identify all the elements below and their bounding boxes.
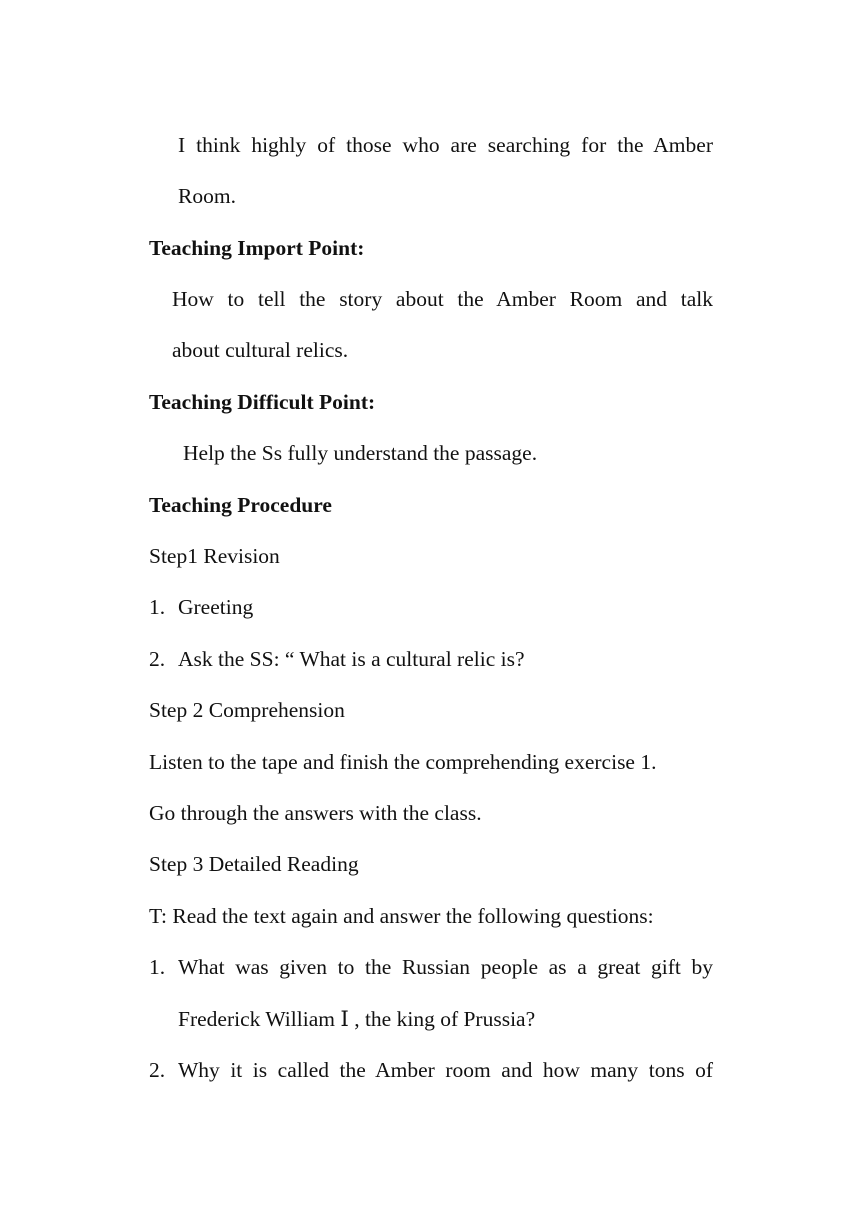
import-point-line-2: about cultural relics. [172, 338, 349, 362]
procedure-heading: Teaching Procedure [149, 493, 332, 517]
step2-line-2: Go through the answers with the class. [149, 801, 482, 825]
objective-line-2: Room. [178, 184, 236, 208]
step1-list-item [149, 644, 525, 674]
list-item-text: Greeting [178, 595, 254, 619]
difficult-point-heading: Teaching Difficult Point: [149, 390, 376, 414]
question-1-line-2: Frederick William Ⅰ , the king of Prussia? [178, 1007, 536, 1031]
step1-list-item [149, 592, 253, 622]
import-point-line-1: How to tell the story about the Amber Room and talk [172, 287, 713, 311]
step3-title: Step 3 Detailed Reading [149, 852, 359, 876]
step3-intro: T: Read the text again and answer the following questions: [149, 904, 654, 928]
difficult-point-text: Help the Ss fully understand the passage. [183, 441, 538, 465]
step1-title: Step1 Revision [149, 544, 280, 568]
list-number: 1. [149, 595, 166, 619]
objective-line-1: I think highly of those who are searching for the Amber [178, 133, 713, 157]
step2-title: Step 2 Comprehension [149, 698, 345, 722]
import-point-heading: Teaching Import Point: [149, 236, 365, 260]
question-2-line-1: Why it is called the Amber room and how many tons of [178, 1058, 713, 1082]
list-number: 2. [149, 647, 166, 671]
question-2-number: 2. [149, 1058, 166, 1082]
step2-line-1: Listen to the tape and finish the comprehending exercise 1. [149, 750, 657, 774]
question-1-number: 1. [149, 955, 166, 979]
list-item-text: Ask the SS: “ What is a cultural relic is? [178, 647, 525, 671]
question-1-line-1: What was given to the Russian people as a great gift by [178, 955, 713, 979]
